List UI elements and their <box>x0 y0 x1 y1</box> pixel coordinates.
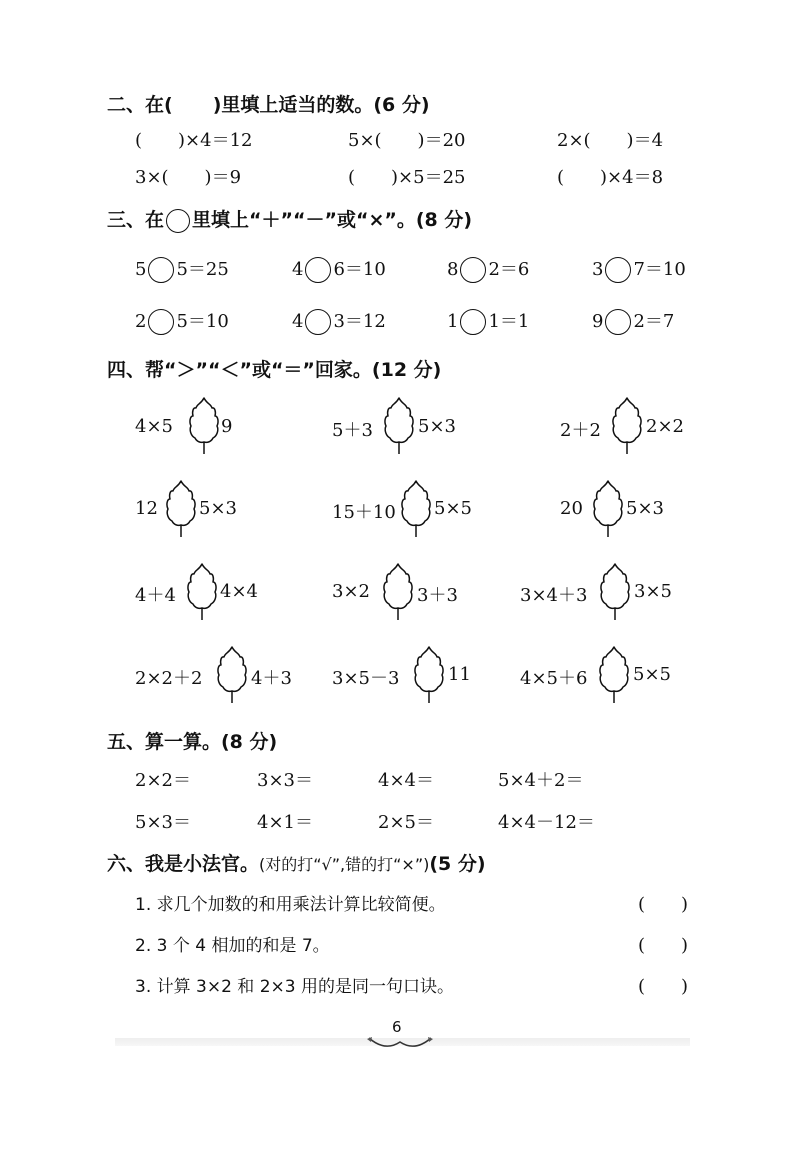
leaf-icon[interactable] <box>598 562 632 622</box>
answer-circle[interactable] <box>460 309 486 335</box>
s3-item-3 <box>447 255 529 283</box>
s3-item-a: 2 <box>135 311 147 332</box>
s4-left-11: 3×5－3 <box>332 668 400 689</box>
answer-bracket-1[interactable]: ( ) <box>638 894 689 915</box>
s3-item-b: 5＝25 <box>176 259 229 280</box>
s4-left-6: 20 <box>560 498 583 519</box>
s3-item-7 <box>447 307 529 335</box>
s3-item-a: 8 <box>447 259 459 280</box>
section2-heading-b: )里填上适当的数。(6 分) <box>212 94 430 116</box>
s3-item-1 <box>135 255 229 283</box>
s5-item-3: 4×4＝ <box>378 770 434 791</box>
leaf-icon[interactable] <box>215 645 249 705</box>
s4-right-3: 2×2 <box>646 416 684 437</box>
leaf-icon[interactable] <box>597 645 631 705</box>
statement-1: 1. 求几个加数的和用乘法计算比较简便。 <box>135 895 446 915</box>
s4-right-5: 5×5 <box>434 498 472 519</box>
answer-circle[interactable] <box>148 309 174 335</box>
answer-circle[interactable] <box>605 257 631 283</box>
s3-item-2 <box>292 255 386 283</box>
s3-item-b: 6＝10 <box>333 259 386 280</box>
s4-right-10: 4＋3 <box>251 668 292 689</box>
s5-item-4: 5×4＋2＝ <box>498 770 584 791</box>
section3-heading-b: 里填上“＋”“－”或“×”。(8 分) <box>192 209 473 231</box>
section4-heading: 四、帮“＞”“＜”或“＝”回家。(12 分) <box>107 359 442 381</box>
s4-left-8: 3×2 <box>332 581 370 602</box>
statement-3: 3. 计算 3×2 和 2×3 用的是同一句口诀。 <box>135 977 454 997</box>
section5-heading: 五、算一算。(8 分) <box>107 731 278 753</box>
s2-item-2: 5×( )＝20 <box>348 130 466 151</box>
s4-right-9: 3×5 <box>634 581 672 602</box>
section6-heading-b: (对的打“√”,错的打“×”) <box>259 855 430 874</box>
s3-item-b: 5＝10 <box>176 311 229 332</box>
s5-item-8: 4×4－12＝ <box>498 812 595 833</box>
s4-right-2: 5×3 <box>418 416 456 437</box>
circle-icon <box>166 209 190 233</box>
answer-bracket-3[interactable]: ( ) <box>638 976 689 997</box>
leaf-icon[interactable] <box>185 562 219 622</box>
s4-right-1: 9 <box>221 416 233 437</box>
s4-right-8: 3＋3 <box>417 585 458 606</box>
section2-heading <box>107 90 430 117</box>
section6-heading <box>107 849 486 876</box>
s3-item-a: 5 <box>135 259 147 280</box>
s2-item-6: ( )×4＝8 <box>557 167 664 188</box>
s4-right-12: 5×5 <box>633 664 671 685</box>
s3-item-a: 4 <box>292 259 304 280</box>
answer-circle[interactable] <box>305 257 331 283</box>
s3-item-a: 9 <box>592 311 604 332</box>
section6-heading-a: 六、我是小法官。 <box>107 853 260 875</box>
leaf-icon[interactable] <box>399 479 433 539</box>
s3-item-8 <box>592 307 674 335</box>
s3-item-6 <box>292 307 386 335</box>
s3-item-5 <box>135 307 229 335</box>
leaf-icon[interactable] <box>610 396 644 456</box>
s4-left-4: 12 <box>135 498 158 519</box>
section6-heading-c: (5 分) <box>429 853 486 875</box>
statement-2: 2. 3 个 4 相加的和是 7。 <box>135 936 330 956</box>
s4-left-5: 15＋10 <box>332 502 396 523</box>
s3-item-4 <box>592 255 686 283</box>
s5-item-2: 3×3＝ <box>257 770 313 791</box>
section3-heading <box>107 205 472 233</box>
answer-bracket-2[interactable]: ( ) <box>638 935 689 956</box>
s4-left-2: 5＋3 <box>332 420 373 441</box>
s5-item-5: 5×3＝ <box>135 812 191 833</box>
s2-item-4: 3×( )＝9 <box>135 167 242 188</box>
s3-item-b: 2＝6 <box>488 259 530 280</box>
s2-item-3: 2×( )＝4 <box>557 130 664 151</box>
s2-item-1: ( )×4＝12 <box>135 130 253 151</box>
s4-left-1: 4×5 <box>135 416 173 437</box>
s3-item-b: 1＝1 <box>488 311 530 332</box>
s4-right-11: 11 <box>448 664 471 685</box>
answer-circle[interactable] <box>148 257 174 283</box>
leaf-icon[interactable] <box>591 479 625 539</box>
s4-left-10: 2×2＋2 <box>135 668 203 689</box>
s4-right-7: 4×4 <box>220 581 258 602</box>
s3-item-b: 3＝12 <box>333 311 386 332</box>
leaf-icon[interactable] <box>382 396 416 456</box>
section3-heading-a: 三、在 <box>107 209 165 231</box>
answer-circle[interactable] <box>605 309 631 335</box>
s4-left-12: 4×5＋6 <box>520 668 588 689</box>
leaf-icon[interactable] <box>164 479 198 539</box>
s5-item-1: 2×2＝ <box>135 770 191 791</box>
s3-item-b: 7＝10 <box>633 259 686 280</box>
s3-item-a: 1 <box>447 311 459 332</box>
s5-item-6: 4×1＝ <box>257 812 313 833</box>
s4-right-6: 5×3 <box>626 498 664 519</box>
s3-item-b: 2＝7 <box>633 311 675 332</box>
s5-item-7: 2×5＝ <box>378 812 434 833</box>
s3-item-a: 3 <box>592 259 604 280</box>
s3-item-a: 4 <box>292 311 304 332</box>
s2-item-5: ( )×5＝25 <box>348 167 466 188</box>
leaf-icon[interactable] <box>187 396 221 456</box>
s4-left-3: 2＋2 <box>560 420 601 441</box>
answer-circle[interactable] <box>460 257 486 283</box>
page-number: 6 <box>392 1018 402 1036</box>
leaf-icon[interactable] <box>412 645 446 705</box>
s4-left-7: 4＋4 <box>135 585 176 606</box>
section2-heading-a: 二、在( <box>107 94 173 116</box>
s4-left-9: 3×4＋3 <box>520 585 588 606</box>
s4-right-4: 5×3 <box>199 498 237 519</box>
answer-circle[interactable] <box>305 309 331 335</box>
leaf-icon[interactable] <box>381 562 415 622</box>
